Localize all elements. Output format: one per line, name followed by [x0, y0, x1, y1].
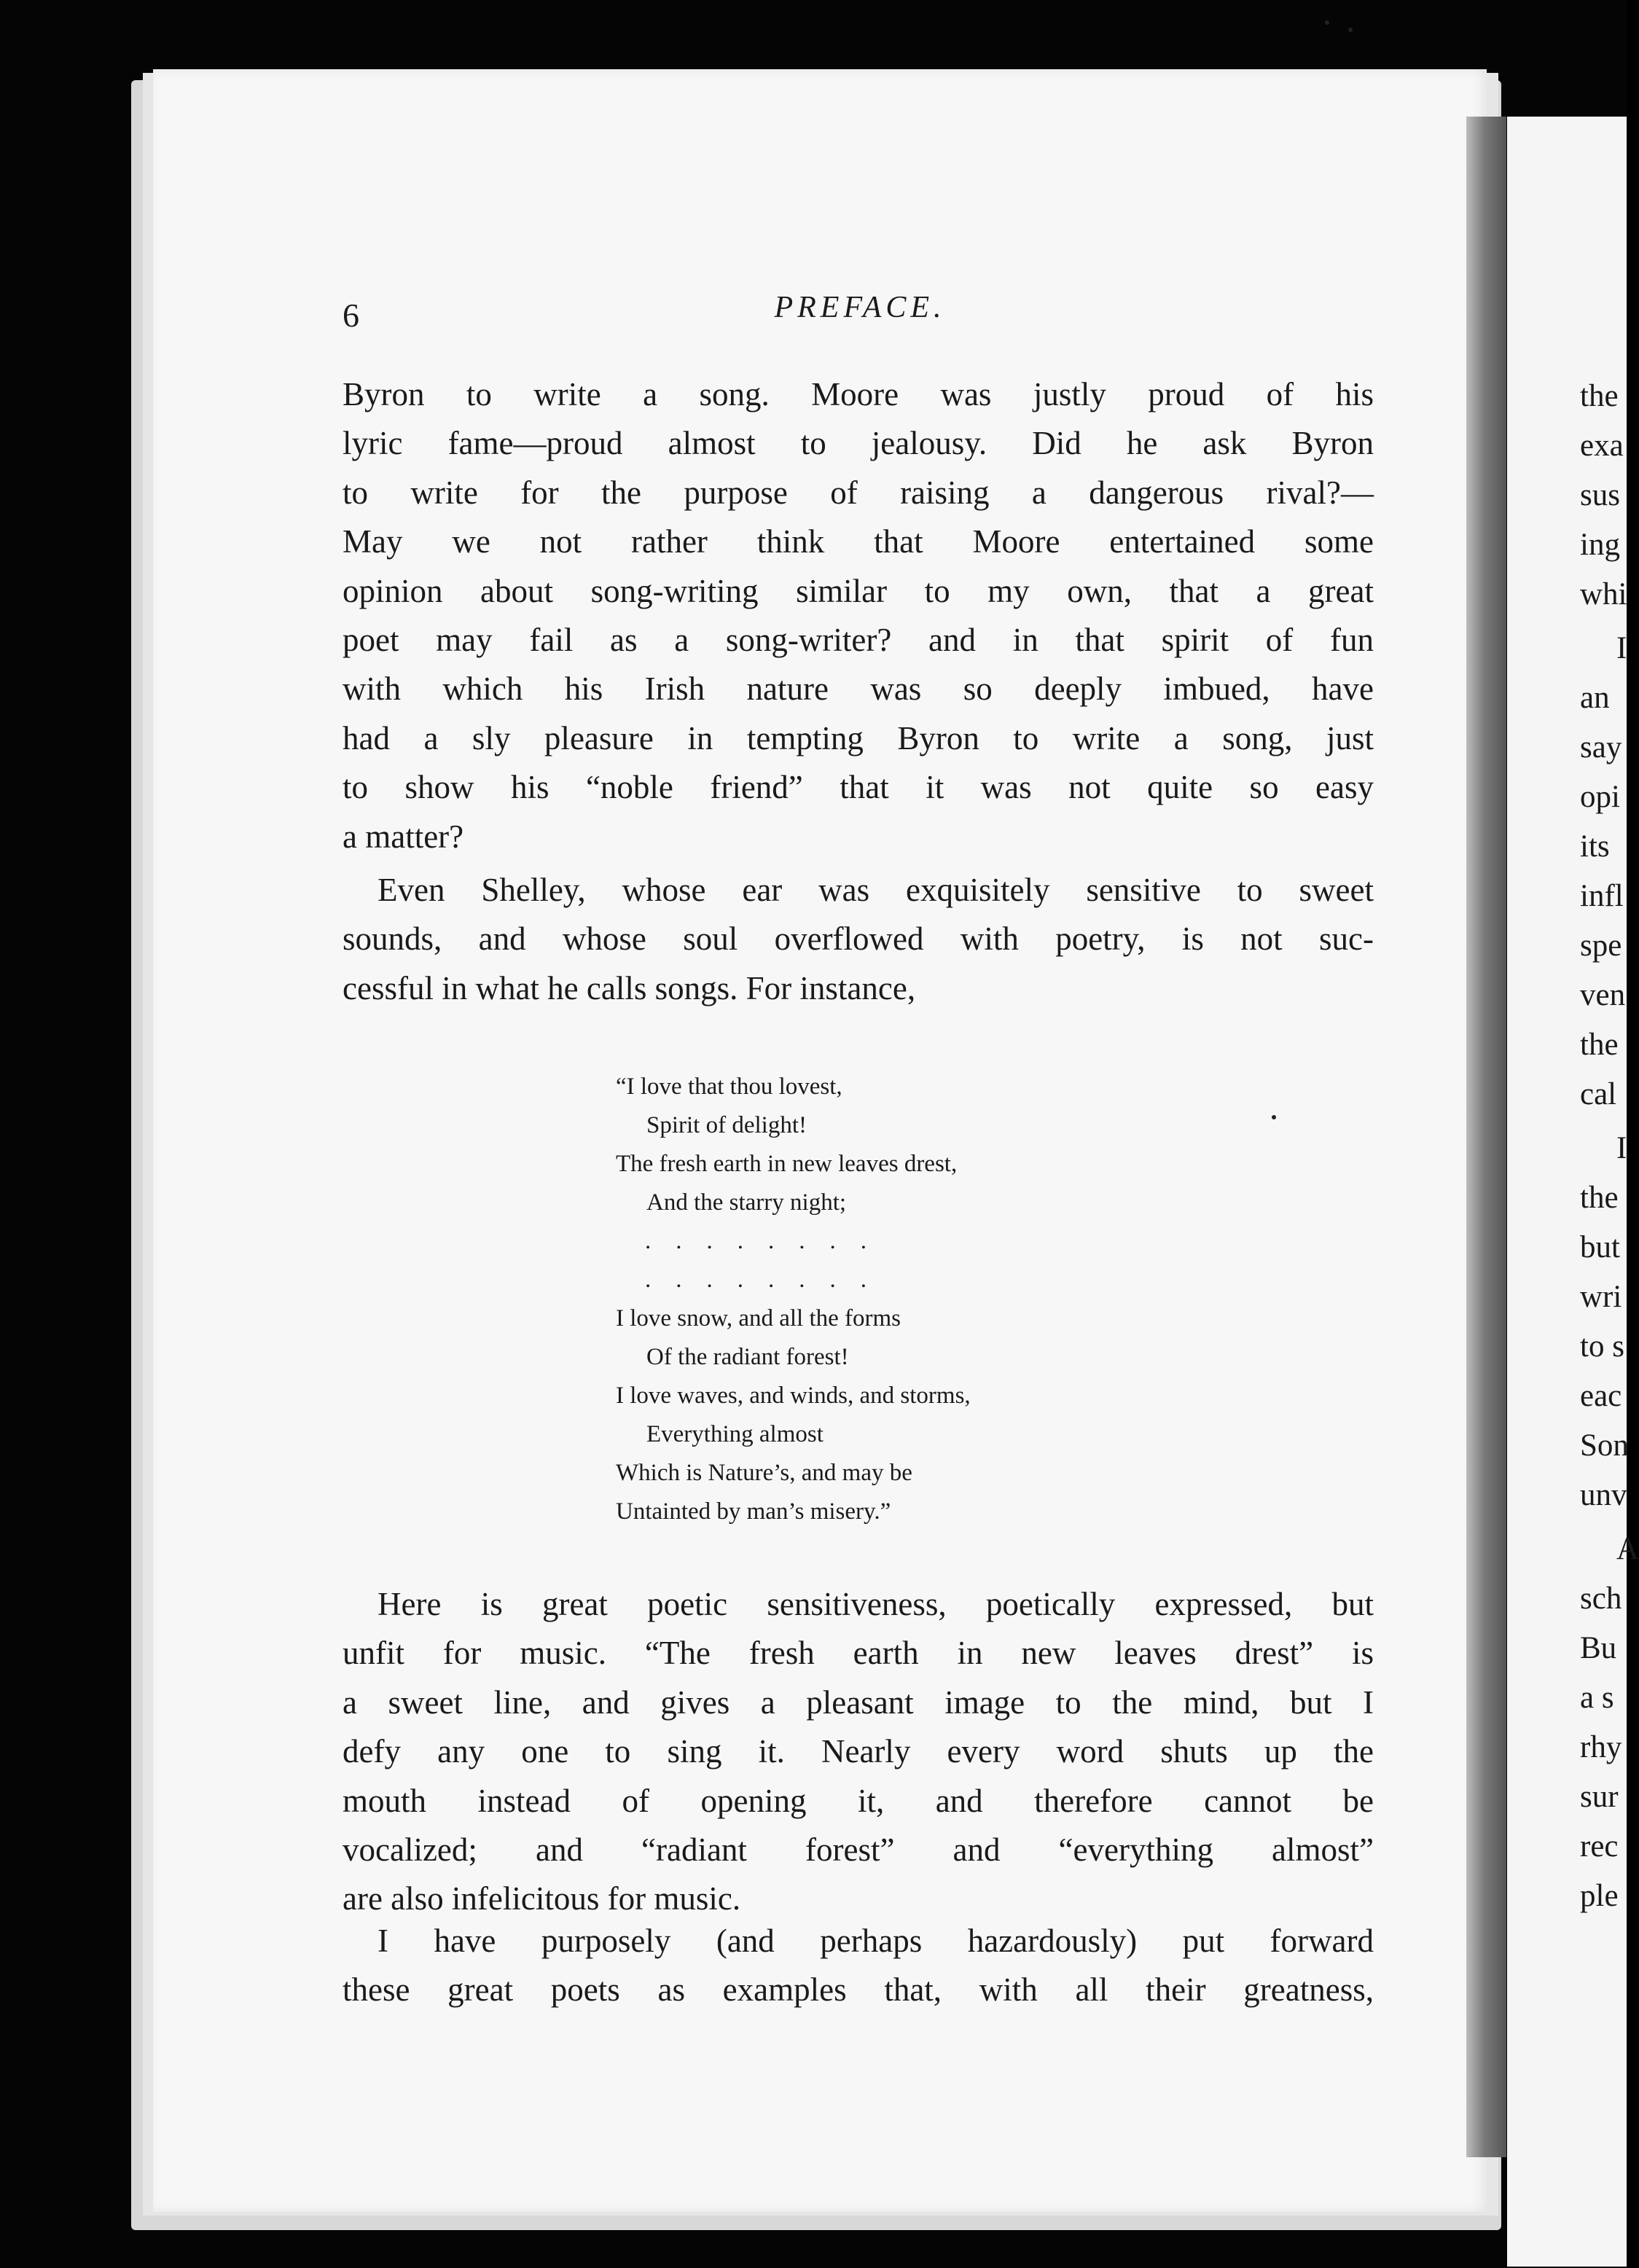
poem-line: And the starry night; [646, 1189, 847, 1216]
facing-fragment: wri [1580, 1280, 1622, 1314]
ellipsis-row: ........ [645, 1228, 891, 1254]
facing-fragment: opi [1580, 780, 1620, 814]
text-line: sounds, and whose soul overflowed with poetry, is not suc- [343, 920, 1374, 958]
facing-fragment: the [1580, 379, 1619, 413]
text-line: opinion about song-writing similar to my own, that a great [343, 572, 1374, 609]
facing-fragment: unv [1580, 1478, 1627, 1512]
poem-line: Untainted by man’s misery.” [616, 1498, 891, 1525]
facing-fragment: eac [1580, 1379, 1622, 1413]
facing-fragment: the [1580, 1028, 1619, 1062]
text-line: to write for the purpose of raising a dangerous rival?— [343, 474, 1374, 511]
text-line: poet may fail as a song-writer? and in that spirit of fun [343, 622, 1374, 659]
page-header [343, 290, 1377, 341]
text-line: a sweet line, and gives a pleasant image to the mind, but I [343, 1684, 1374, 1721]
text-line: defy any one to sing it. Nearly every word shuts up the [343, 1733, 1374, 1770]
text-line: Even Shelley, whose ear was exquisitely sensitive to sweet [378, 872, 1374, 908]
poem-line: Which is Nature’s, and may be [616, 1460, 912, 1486]
book-gutter [1466, 117, 1506, 2157]
text-line: to show his “noble friend” that it was not quite so easy [343, 769, 1374, 806]
text-line: a matter? [343, 818, 464, 855]
page-number: 6 [343, 297, 359, 334]
facing-fragment: I [1616, 1131, 1627, 1165]
text-line: lyric fame—proud almost to jealousy. Did he ask Byron [343, 425, 1374, 462]
facing-fragment: an [1580, 681, 1610, 715]
facing-fragment: Son [1580, 1428, 1629, 1463]
facing-fragment: A [1616, 1532, 1639, 1566]
text-line: I have purposely (and perhaps hazardously) put forward [378, 1923, 1374, 1959]
poem-line: I love snow, and all the forms [616, 1305, 901, 1332]
text-line: vocalized; and “radiant forest” and “everything almost” [343, 1831, 1374, 1869]
facing-fragment: a s [1580, 1681, 1614, 1715]
text-line: had a sly pleasure in tempting Byron to write a song, just [343, 719, 1374, 756]
text-line: May we not rather think that Moore entertained some [343, 523, 1374, 560]
text-line: Here is great poetic sensitiveness, poetically expressed, but [378, 1586, 1374, 1622]
facing-fragment: say [1580, 730, 1622, 765]
facing-fragment: cal [1580, 1077, 1617, 1111]
facing-fragment: ple [1580, 1879, 1619, 1913]
poem-line: “I love that thou lovest, [616, 1074, 842, 1100]
paragraph [343, 370, 1374, 861]
facing-fragment: sch [1580, 1581, 1622, 1616]
facing-fragment: I [1616, 631, 1627, 665]
facing-fragment: sus [1580, 478, 1620, 512]
text-line: cessful in what he calls songs. For instance, [343, 969, 916, 1006]
text-line: Byron to write a song. Moore was justly proud of his [343, 376, 1374, 412]
running-head: PREFACE. [774, 291, 946, 324]
scan-speck [1325, 20, 1329, 25]
facing-fragment: Bu [1580, 1631, 1617, 1665]
facing-fragment: exa [1580, 429, 1624, 463]
poem-quotation [616, 1068, 1272, 1531]
ellipsis-row: ........ [645, 1267, 891, 1293]
text-line: with which his Irish nature was so deeply imbued, have [343, 670, 1374, 708]
facing-fragment: ing [1580, 528, 1620, 562]
facing-fragment: whi [1580, 577, 1627, 611]
poem-line: Of the radiant forest! [646, 1344, 849, 1370]
facing-fragment: rhy [1580, 1730, 1622, 1764]
poem-line: Everything almost [646, 1421, 824, 1447]
facing-fragment: sur [1580, 1780, 1619, 1814]
text-line: are also infelicitous for music. [343, 1880, 741, 1917]
facing-fragment: to s [1580, 1329, 1624, 1364]
scan-speck [1348, 28, 1353, 32]
text-line: mouth instead of opening it, and therefore cannot be [343, 1782, 1374, 1819]
text-line: unfit for music. “The fresh earth in new leaves drest” is [343, 1635, 1374, 1672]
facing-fragment: spe [1580, 928, 1622, 963]
paragraph [343, 866, 1374, 1013]
facing-fragment: infl [1580, 879, 1624, 913]
poem-line: I love waves, and winds, and storms, [616, 1383, 971, 1409]
poem-line: Spirit of delight! [646, 1112, 807, 1138]
text-line: these great poets as examples that, with all their greatness, [343, 1971, 1374, 2009]
facing-fragment: the [1580, 1181, 1619, 1215]
facing-page [1507, 117, 1639, 2267]
poem-line: The fresh earth in new leaves drest, [616, 1151, 958, 1177]
facing-fragment: ven [1580, 978, 1626, 1012]
paragraph [343, 1580, 1374, 1924]
facing-fragment: but [1580, 1230, 1620, 1264]
scan-speck [1272, 1115, 1276, 1119]
facing-fragment: rec [1580, 1829, 1619, 1864]
paragraph [343, 1917, 1374, 2015]
facing-fragment: its [1580, 829, 1610, 864]
